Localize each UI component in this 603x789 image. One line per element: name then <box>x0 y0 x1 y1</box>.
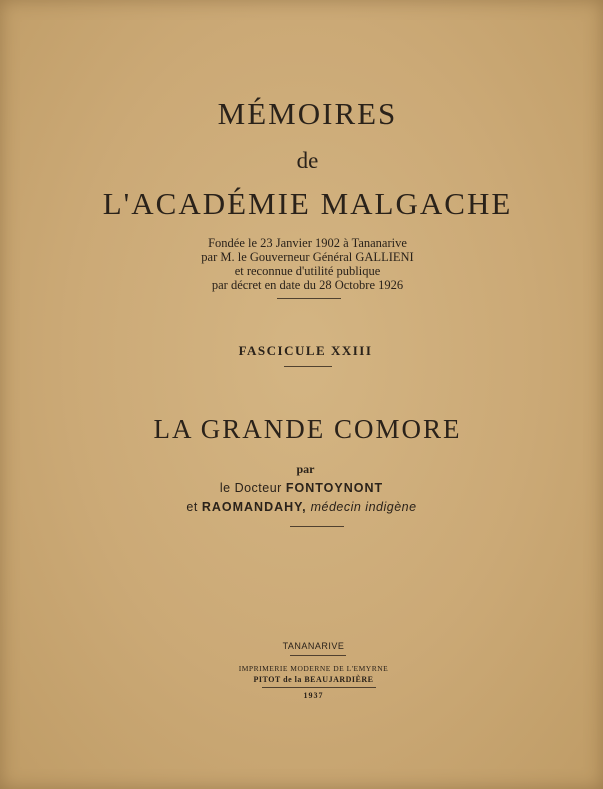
founding-line-4: par décret en date du 28 Octobre 1926 <box>211 278 404 292</box>
founding-line-3: et reconnue d'utilité publique <box>234 264 381 278</box>
imprint-printer-line-2: PITOT de la BEAUJARDIÈRE <box>253 675 374 684</box>
imprint-printer-line-1: IMPRIMERIE MODERNE DE L'EMYRNE <box>238 664 389 673</box>
divider-rule <box>262 687 376 688</box>
divider-rule <box>277 298 341 299</box>
academy-name: L'ACADÉMIE MALGACHE <box>102 186 513 221</box>
divider-rule <box>290 655 346 656</box>
author-2-suffix: médecin indigène <box>310 500 417 514</box>
founding-line-2: par M. le Gouverneur Général GALLIENI <box>201 250 414 264</box>
divider-rule <box>284 366 332 367</box>
founding-line-1: Fondée le 23 Janvier 1902 à Tananarive <box>208 236 407 250</box>
series-title: MÉMOIRES <box>217 96 398 131</box>
author-2-name: RAOMANDAHY, <box>201 500 307 514</box>
author-1 <box>0 481 603 495</box>
imprint-year: 1937 <box>303 691 324 700</box>
author-1-name: FONTOYNONT <box>285 481 384 495</box>
byline-par: par <box>296 462 315 476</box>
divider-rule <box>290 526 344 527</box>
author-2-prefix: et <box>186 500 198 514</box>
series-title-connector: de <box>296 148 319 173</box>
work-title: LA GRANDE COMORE <box>153 414 462 444</box>
fascicule-number: FASCICULE XXIII <box>238 343 373 358</box>
author-1-prefix: le Docteur <box>219 481 282 495</box>
imprint-city: TANANARIVE <box>282 641 345 651</box>
author-2 <box>0 500 603 514</box>
